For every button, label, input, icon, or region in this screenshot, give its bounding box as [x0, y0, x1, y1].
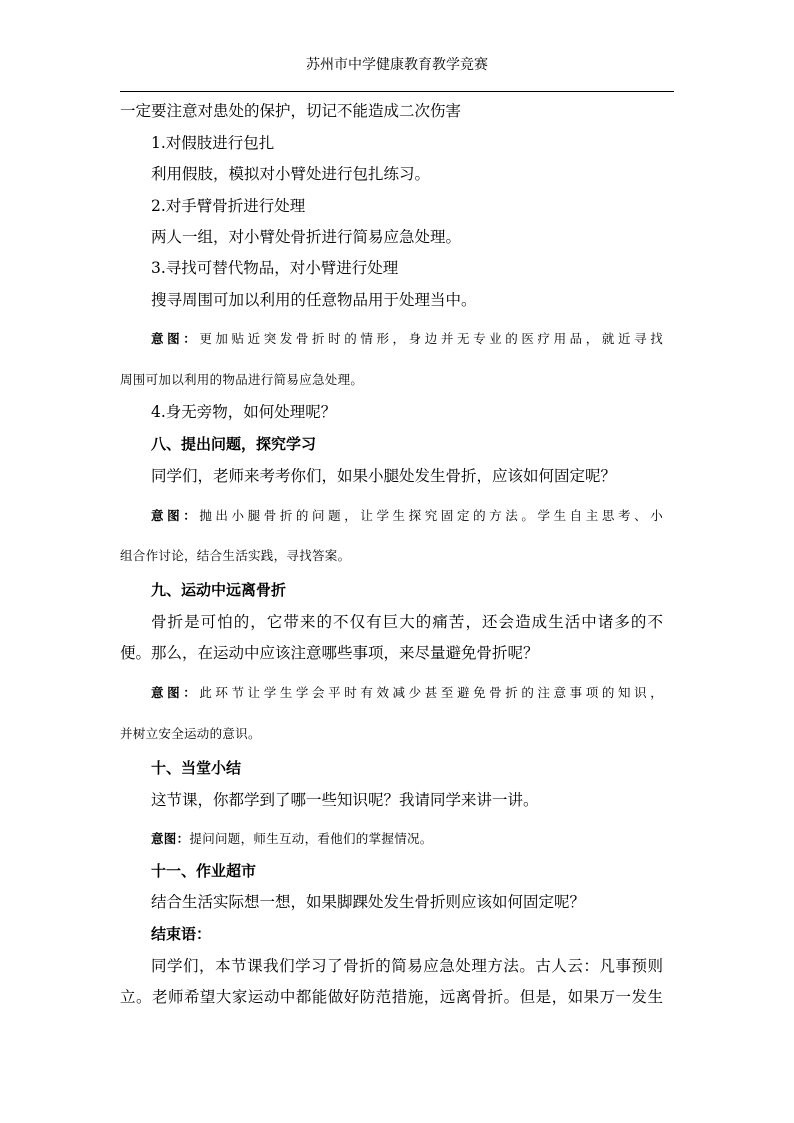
text-line: 两人一组，对小臂处骨折进行简易应急处理。: [151, 228, 462, 246]
section-heading-9: 九、运动中远离骨折: [151, 581, 287, 599]
text-line: 一定要注意对患处的保护，切记不能造成二次伤害: [120, 102, 462, 120]
section-heading-11: 十一、作业超市: [151, 862, 257, 880]
intent-note-3: [151, 683, 663, 703]
intent-label: 意图：: [151, 685, 200, 700]
section-heading-8: 八、提出问题，探究学习: [151, 435, 317, 453]
text-line: 同学们，本节课我们学习了骨折的简易应急处理方法。古人云：凡事预则: [151, 957, 663, 975]
text-line: 骨折是可怕的，它带来的不仅有巨大的痛苦，还会造成生活中诸多的不: [151, 613, 663, 631]
step-4: 4.身无旁物，如何处理呢？: [151, 403, 337, 421]
page-header: 苏州市中学健康教育教学竞赛: [306, 57, 488, 73]
intent-label: 意图：: [151, 331, 200, 346]
intent-note-4: [151, 829, 433, 849]
intent-text: 更加贴近突发骨折时的情形，身边并无专业的医疗用品，就近寻找: [199, 331, 663, 346]
step-2: 2.对手臂骨折进行处理: [151, 197, 306, 215]
text-line: 利用假肢，模拟对小臂处进行包扎练习。: [151, 165, 431, 183]
step-1: 1.对假肢进行包扎: [151, 134, 275, 152]
text-line: 结合生活实际想一想，如果脚踝处发生骨折则应该如何固定呢？: [151, 893, 586, 911]
intent-note-1: [151, 329, 663, 349]
text-line: 便。那么，在运动中应该注意哪些事项，来尽量避免骨折呢？: [120, 644, 539, 662]
intent-note-1-cont: 周围可加以利用的物品进行简易应急处理。: [120, 372, 364, 387]
intent-text: 此环节让学生学会平时有效减少甚至避免骨折的注意事项的知识，: [199, 685, 663, 700]
intent-label: 意图：: [151, 831, 190, 846]
intent-note-2: [151, 506, 663, 526]
text-line: 同学们，老师来考考你们，如果小腿处发生骨折，应该如何固定呢？: [151, 467, 617, 485]
intent-text: 抛出小腿骨折的问题，让学生探究固定的方法。学生自主思考、小: [199, 508, 663, 523]
intent-label: 意图：: [151, 508, 200, 523]
text-line: 搜寻周围可加以利用的任意物品用于处理当中。: [151, 291, 477, 309]
closing-heading: 结束语：: [151, 925, 212, 943]
section-heading-10: 十、当堂小结: [151, 759, 242, 777]
text-line: 这节课，你都学到了哪一些知识呢？我请同学来讲一讲。: [151, 791, 539, 809]
intent-note-2-cont: 组合作讨论，结合生活实践，寻找答案。: [120, 548, 351, 563]
header-rule: [120, 91, 674, 92]
intent-note-3-cont: 并树立安全运动的意识。: [120, 726, 261, 741]
text-line: 立。老师希望大家运动中都能做好防范措施，远离骨折。但是，如果万一发生: [120, 988, 663, 1006]
intent-text: 提问问题，师生互动，看他们的掌握情况。: [189, 831, 433, 846]
step-3: 3.寻找可替代物品，对小臂进行处理: [151, 259, 399, 277]
